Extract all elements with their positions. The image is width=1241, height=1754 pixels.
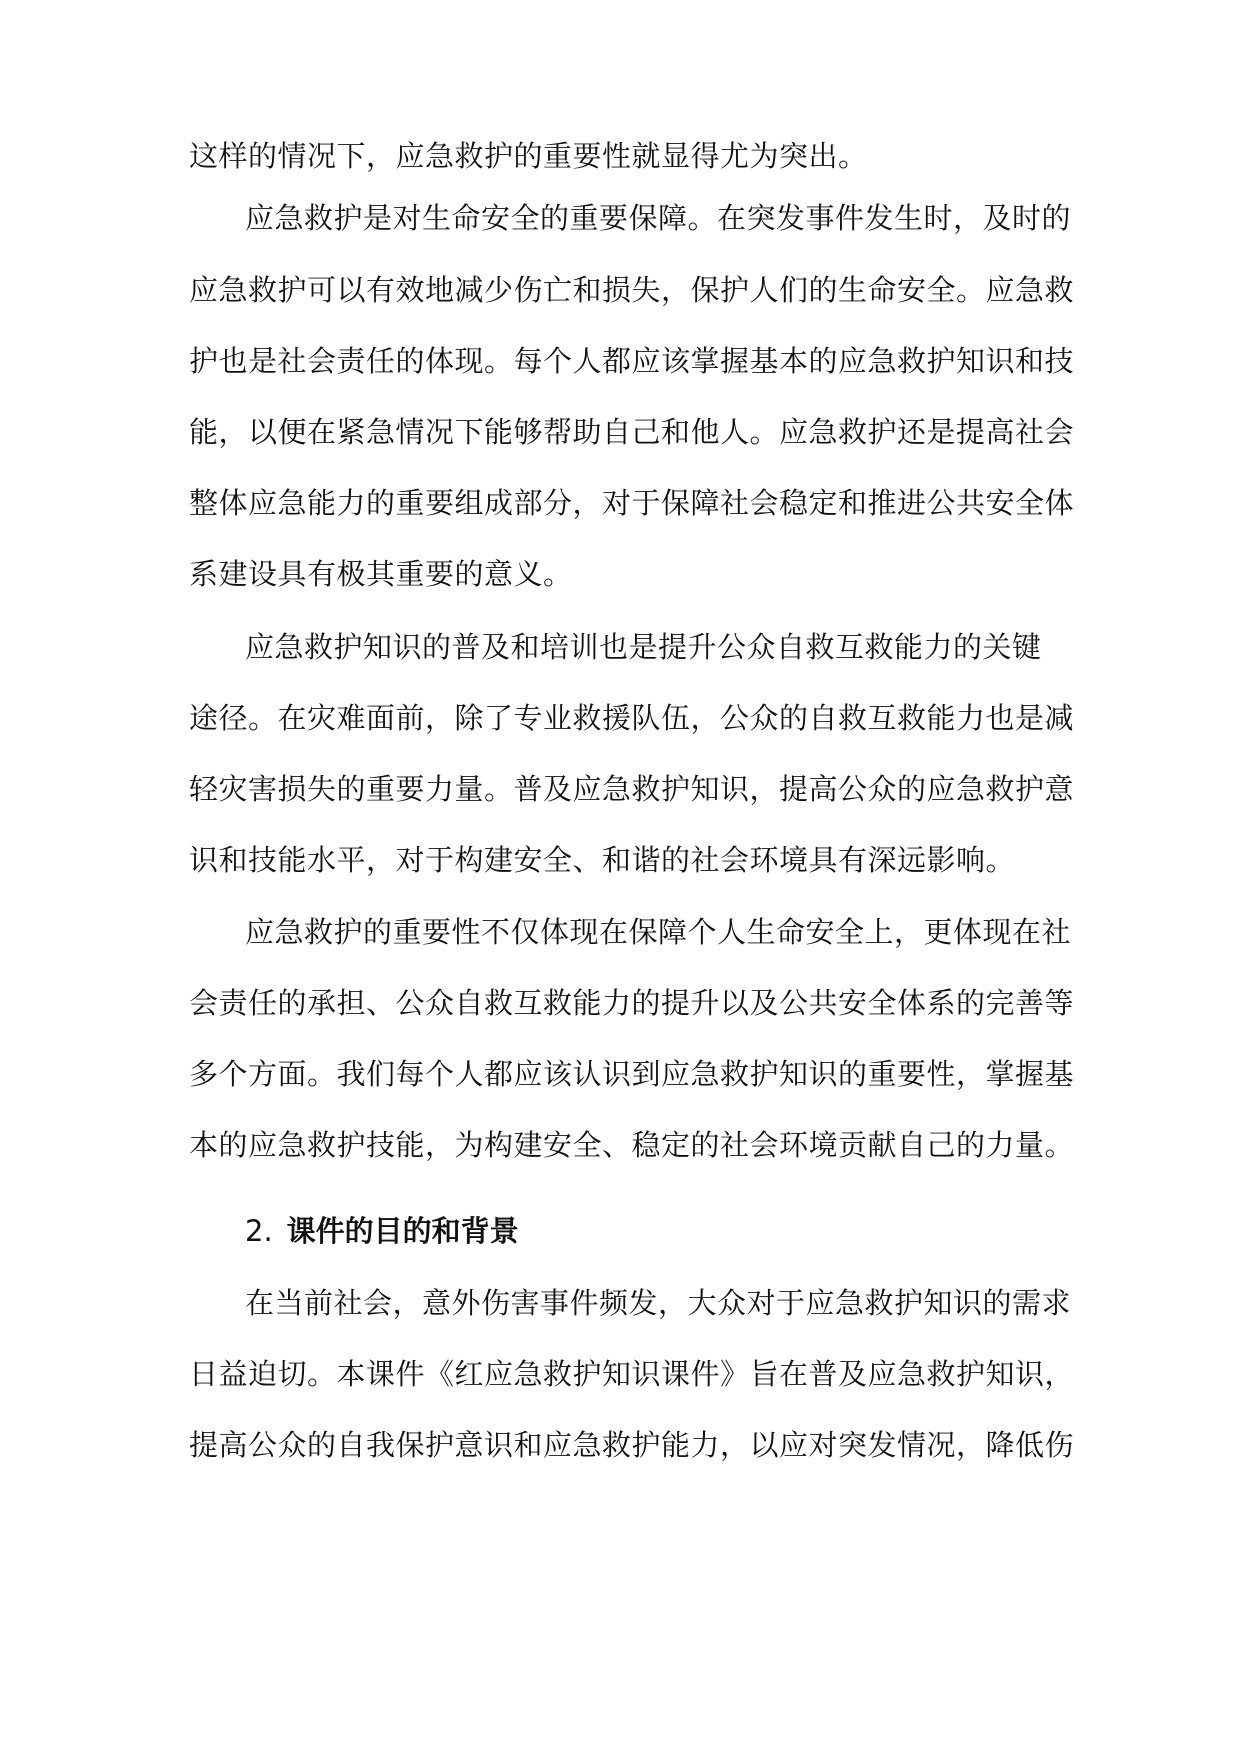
text-line: 识和技能水平，对于构建安全、和谐的社会环境具有深远影响。 [189, 843, 1016, 877]
section-number: 2. [245, 1214, 273, 1248]
text-line: 应急救护的重要性不仅体现在保障个人生命安全上，更体现在社 [245, 915, 1072, 949]
text-line: 应急救护是对生命安全的重要保障。在突发事件发生时，及时的 [245, 201, 1072, 235]
text-line: 应急救护可以有效地减少伤亡和损失，保护人们的生命安全。应急救 [189, 273, 1075, 307]
section-heading [245, 1211, 519, 1251]
text-line: 这样的情况下，应急救护的重要性就显得尤为突出。 [189, 139, 868, 173]
section-title: 课件的目的和背景 [286, 1214, 519, 1248]
text-line: 在当前社会，意外伤害事件频发，大众对于应急救护知识的需求 [245, 1286, 1072, 1320]
text-line: 多个方面。我们每个人都应该认识到应急救护知识的重要性，掌握基 [189, 1057, 1075, 1091]
text-line: 本的应急救护技能，为构建安全、稳定的社会环境贡献自己的力量。 [189, 1128, 1075, 1162]
text-line: 日益迫切。本课件《红应急救护知识课件》旨在普及应急救护知识， [189, 1357, 1075, 1391]
text-line: 轻灾害损失的重要力量。普及应急救护知识，提高公众的应急救护意 [189, 772, 1075, 806]
text-line: 应急救护知识的普及和培训也是提升公众自救互救能力的关键 [245, 630, 1042, 664]
text-line: 整体应急能力的重要组成部分，对于保障社会稳定和推进公共安全体 [189, 486, 1075, 520]
text-line: 会责任的承担、公众自救互救能力的提升以及公共安全体系的完善等 [189, 986, 1075, 1020]
text-line: 系建设具有极其重要的意义。 [189, 557, 573, 591]
text-line: 提高公众的自我保护意识和应急救护能力，以应对突发情况，降低伤 [189, 1428, 1075, 1462]
text-line: 护也是社会责任的体现。每个人都应该掌握基本的应急救护知识和技 [189, 344, 1075, 378]
text-line: 能，以便在紧急情况下能够帮助自己和他人。应急救护还是提高社会 [189, 415, 1075, 449]
text-line: 途径。在灾难面前，除了专业救援队伍，公众的自救互救能力也是减 [189, 701, 1075, 735]
